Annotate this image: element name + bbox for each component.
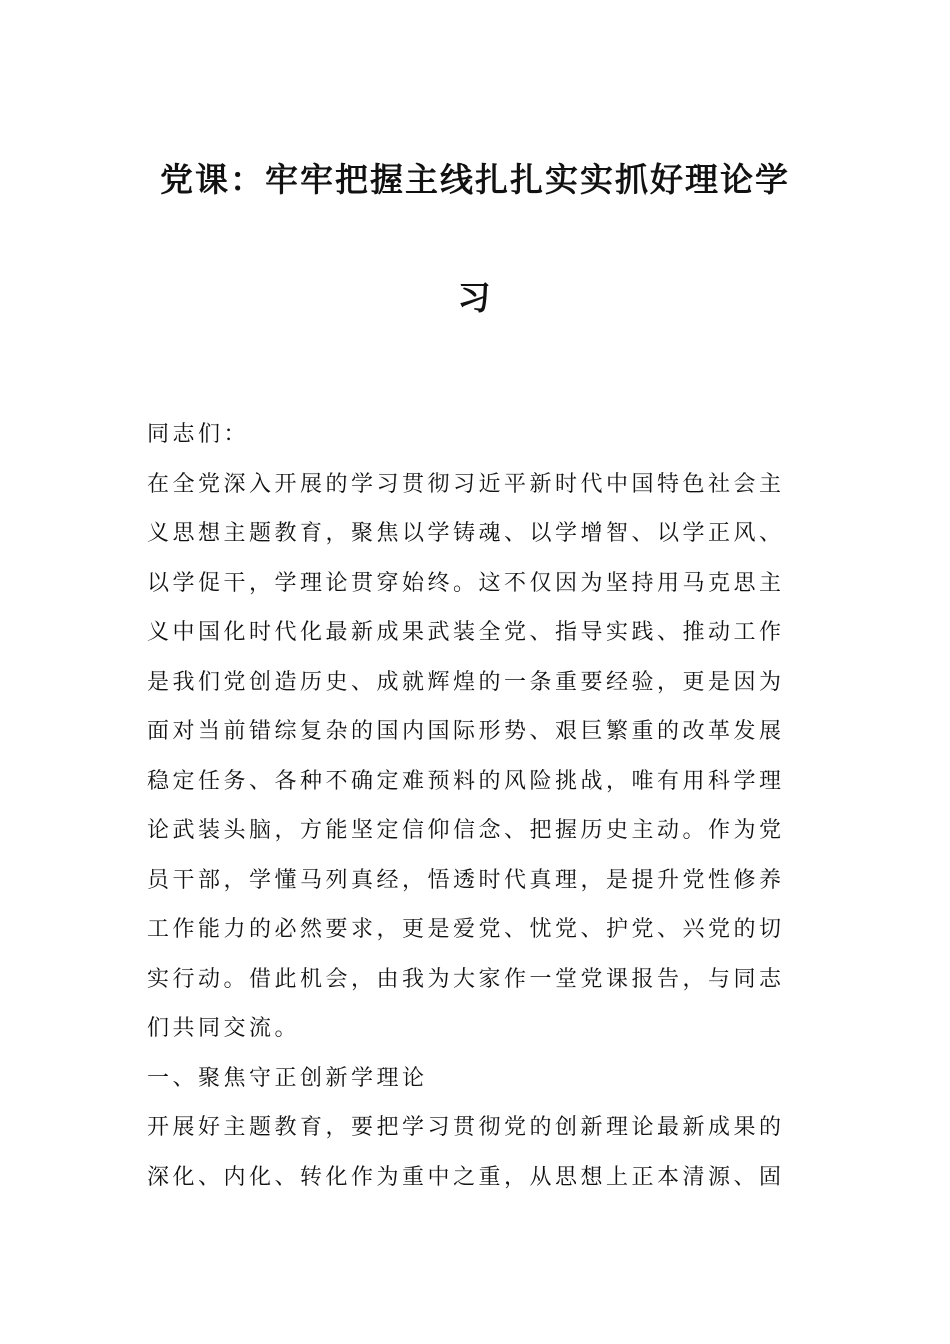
- paragraph-1-line: 是我们党创造历史、成就辉煌的一条重要经验，更是因为: [147, 669, 785, 695]
- document-title-line-1: 党课：牢牢把握主线扎扎实实抓好理论学: [160, 160, 790, 199]
- paragraph-1-line: 员干部，学懂马列真经，悟透时代真理，是提升党性修养: [147, 867, 785, 893]
- paragraph-1-line: 们共同交流。: [147, 1016, 301, 1041]
- paragraph-1-line: 以学促干，学理论贯穿始终。这不仅因为坚持用马克思主: [147, 570, 785, 596]
- salutation: 同志们：: [147, 422, 250, 447]
- paragraph-1-line: 稳定任务、各种不确定难预料的风险挑战，唯有用科学理: [147, 768, 785, 794]
- document-title-line-2: 习: [457, 278, 493, 317]
- paragraph-1-line: 论武装头脑，方能坚定信仰信念、把握历史主动。作为党: [147, 818, 785, 843]
- paragraph-1-line: 义中国化时代化最新成果武装全党、指导实践、推动工作: [147, 620, 785, 645]
- paragraph-1-line: 实行动。借此机会，由我为大家作一堂党课报告，与同志: [147, 966, 785, 992]
- paragraph-1-line: 在全党深入开展的学习贯彻习近平新时代中国特色社会主: [147, 471, 785, 497]
- paragraph-1-line: 工作能力的必然要求，更是爱党、忧党、护党、兴党的切: [147, 917, 785, 942]
- section-1-heading: 一、聚焦守正创新学理论: [147, 1065, 428, 1091]
- paragraph-1-line: 义思想主题教育，聚焦以学铸魂、以学增智、以学正风、: [147, 521, 785, 546]
- document-body: [147, 410, 807, 1202]
- paragraph-1-line: 面对当前错综复杂的国内国际形势、艰巨繁重的改革发展: [147, 719, 785, 744]
- paragraph-2-line: 开展好主题教育，要把学习贯彻党的创新理论最新成果的: [147, 1115, 785, 1140]
- paragraph-2-line: 深化、内化、转化作为重中之重，从思想上正本清源、固: [147, 1164, 785, 1190]
